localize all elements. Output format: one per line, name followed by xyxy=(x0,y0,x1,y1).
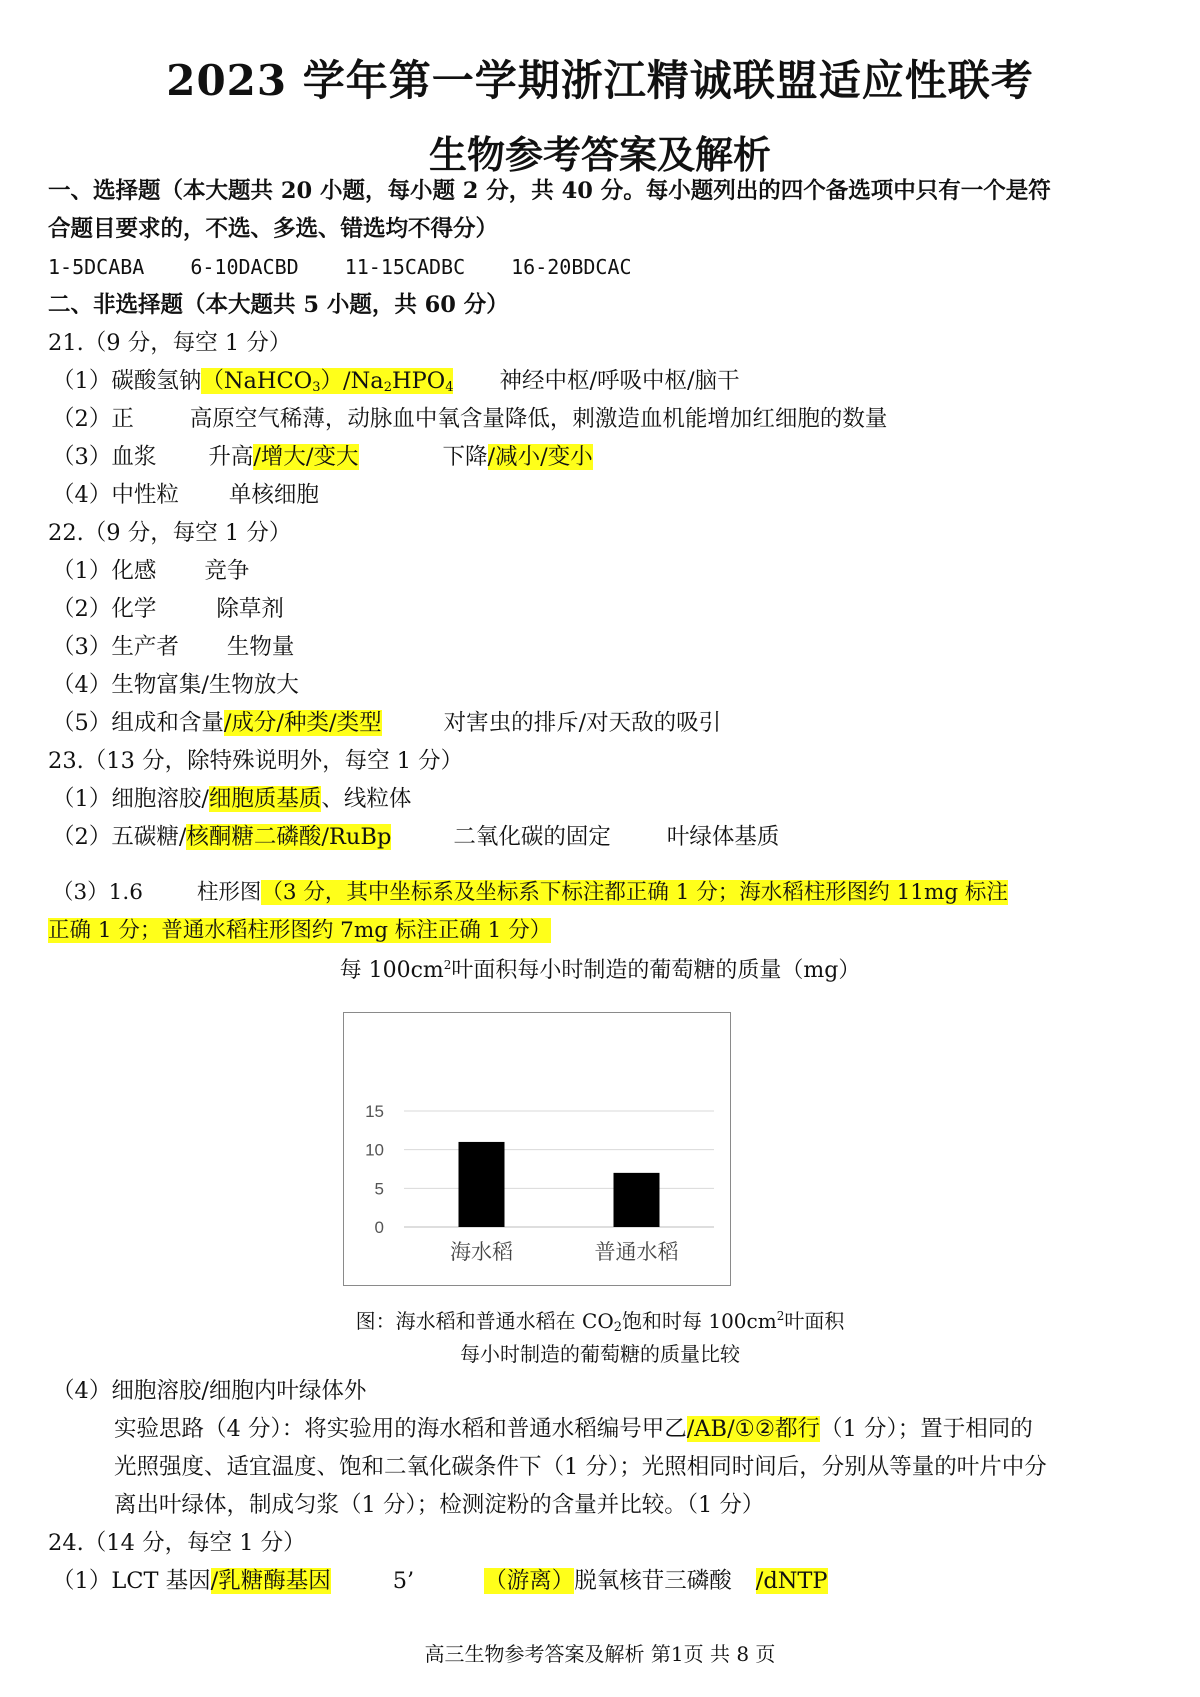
answer-text: （1）LCT 基因 xyxy=(52,1568,211,1594)
answer-text: （2）化学 xyxy=(52,596,157,622)
figure-caption-line2: 每小时制造的葡萄糖的质量比较 xyxy=(460,1342,740,1366)
bar xyxy=(614,1173,660,1227)
choice-answers xyxy=(48,252,632,282)
q21-header: 21.（9 分，每空 1 分） xyxy=(48,330,292,356)
answer-text: （1）化感 xyxy=(52,558,157,584)
answer-text: （2）五碳糖/ xyxy=(52,824,187,850)
bar xyxy=(459,1142,505,1227)
highlight-alt-answer: /乳糖酶基因 xyxy=(210,1568,331,1594)
q23-exp-line2: 光照强度、适宜温度、饱和二氧化碳条件下（1 分）；光照相同时间后，分别从等量的叶片中分 xyxy=(114,1454,1047,1480)
q22-line2 xyxy=(52,594,284,624)
answer-text: （1 分）；置于相同的 xyxy=(820,1416,1033,1442)
answer-text: （3）血浆 xyxy=(52,444,157,470)
highlight-alt-answer: 核酮糖二磷酸/RuBp xyxy=(186,824,392,850)
answer-text: （1）碳酸氢钠 xyxy=(52,368,202,394)
answer-group: 11-15CADBC xyxy=(344,255,466,279)
highlight-alt-answer: /AB/①②都行 xyxy=(686,1416,821,1442)
q23-exp-line1 xyxy=(114,1414,1033,1444)
y-tick-label: 0 xyxy=(374,1218,384,1237)
bar-chart-svg xyxy=(344,1013,730,1285)
highlight-alt-answer: $(NaHCO_3)/Na_2HPO_4$ xyxy=(201,368,454,395)
answer-text: 神经中枢/呼吸中枢/脑干 xyxy=(499,368,740,394)
q22-header: 22.（9 分，每空 1 分） xyxy=(48,520,292,546)
section1-heading-a: 一、选择题（本大题共 20 小题，每小题 2 分，共 40 分。每小题列出的四个备选项中只有一个是符 xyxy=(48,178,1051,204)
answer-group: 16-20BDCAC xyxy=(511,255,632,279)
answer-group: 1-5DCABA xyxy=(48,255,145,279)
q23-line3-cont xyxy=(48,916,551,946)
answer-text: （5）组成和含量 xyxy=(52,710,224,736)
q21-line3 xyxy=(52,442,593,472)
answer-text: 单核细胞 xyxy=(228,482,319,508)
section2-heading: 二、非选择题（本大题共 5 小题，共 60 分） xyxy=(48,292,509,318)
answer-group: 6-10DACBD xyxy=(190,255,299,279)
answer-text: 除草剂 xyxy=(216,596,284,622)
chart-caption: 每 $100cm^2$叶面积每小时制造的葡萄糖的质量（mg） xyxy=(339,958,861,983)
y-tick-label: 10 xyxy=(365,1140,384,1160)
highlight-alt-answer: /dNTP xyxy=(755,1568,828,1594)
answer-text: （3）1.6 xyxy=(52,880,143,905)
answer-text: 对害虫的排斥/对天敌的吸引 xyxy=(443,710,722,736)
answer-text: 高原空气稀薄，动脉血中氧含量降低，刺激造血机能增加红细胞的数量 xyxy=(189,406,888,432)
answer-text: 5’ xyxy=(392,1568,415,1594)
x-category-label: 海水稻 xyxy=(450,1240,513,1264)
highlight-alt-answer: /成分/种类/类型 xyxy=(223,710,382,736)
section1-heading-b: 合题目要求的，不选、多选、错选均不得分） xyxy=(48,216,499,242)
q23-line4: （4）细胞溶胶/细胞内叶绿体外 xyxy=(52,1378,367,1404)
q22-line5 xyxy=(52,708,721,738)
answer-text: （3）生产者 xyxy=(52,634,179,660)
q23-line3 xyxy=(52,878,1008,908)
y-tick-label: 15 xyxy=(365,1102,384,1121)
answer-text: 下降 xyxy=(442,444,488,470)
page-subtitle: 生物参考答案及解析 xyxy=(428,132,771,177)
x-category-label: 普通水稻 xyxy=(594,1240,679,1264)
highlight-scoring-note: （3 分，其中坐标系及坐标系下标注都正确 1 分；海水稻柱形图约 11mg 标注 xyxy=(261,880,1008,905)
answer-text: 二氧化碳的固定 xyxy=(453,824,611,850)
answer-text: 柱形图 xyxy=(196,880,262,905)
answer-text: 实验思路（4 分）：将实验用的海水稻和普通水稻编号甲乙 xyxy=(114,1416,687,1442)
highlight-alt-answer: /增大/变大 xyxy=(253,444,359,470)
q21-line1 xyxy=(52,366,740,403)
answer-text: 生物量 xyxy=(226,634,295,660)
highlight-scoring-note: 正确 1 分；普通水稻柱形图约 7mg 标注正确 1 分） xyxy=(48,918,552,943)
q21-line4 xyxy=(52,480,319,510)
answer-text: 升高 xyxy=(208,444,254,470)
highlight-alt-answer: （游离） xyxy=(484,1568,575,1594)
q24-header: 24.（14 分，每空 1 分） xyxy=(48,1530,306,1556)
page-footer: 高三生物参考答案及解析 第1页 共 8 页 xyxy=(424,1642,776,1666)
answer-text: （1）细胞溶胶/ xyxy=(52,786,209,812)
bar-chart xyxy=(343,1012,731,1286)
page-title: 2023 学年第一学期浙江精诚联盟适应性联考 xyxy=(166,56,1034,105)
q21-line2 xyxy=(52,404,887,434)
highlight-alt-answer: 细胞质基质 xyxy=(208,786,322,812)
highlight-alt-answer: /减小/变小 xyxy=(487,444,593,470)
q22-line3 xyxy=(52,632,294,662)
figure-caption-line1: 图：海水稻和普通水稻在 $CO_2$饱和时每 $100cm^2$叶面积 xyxy=(355,1309,845,1335)
q23-line1 xyxy=(52,784,411,814)
answer-text: 叶绿体基质 xyxy=(666,824,780,850)
y-tick-label: 5 xyxy=(374,1179,384,1199)
q22-line1 xyxy=(52,556,249,586)
q24-line1 xyxy=(52,1566,828,1596)
q22-line4: （4）生物富集/生物放大 xyxy=(52,672,299,698)
q23-exp-line3: 离出叶绿体，制成匀浆（1 分）；检测淀粉的含量并比较。（1 分） xyxy=(114,1492,765,1518)
answer-text: （4）中性粒 xyxy=(52,482,179,508)
answer-text: 、线粒体 xyxy=(321,786,412,812)
answer-text: （2）正 xyxy=(52,406,134,432)
answer-text: 竞争 xyxy=(204,558,250,584)
q23-line2 xyxy=(52,822,779,852)
answer-text: 脱氧核苷三磷酸 xyxy=(574,1568,732,1594)
q23-header: 23.（13 分，除特殊说明外，每空 1 分） xyxy=(48,748,464,774)
